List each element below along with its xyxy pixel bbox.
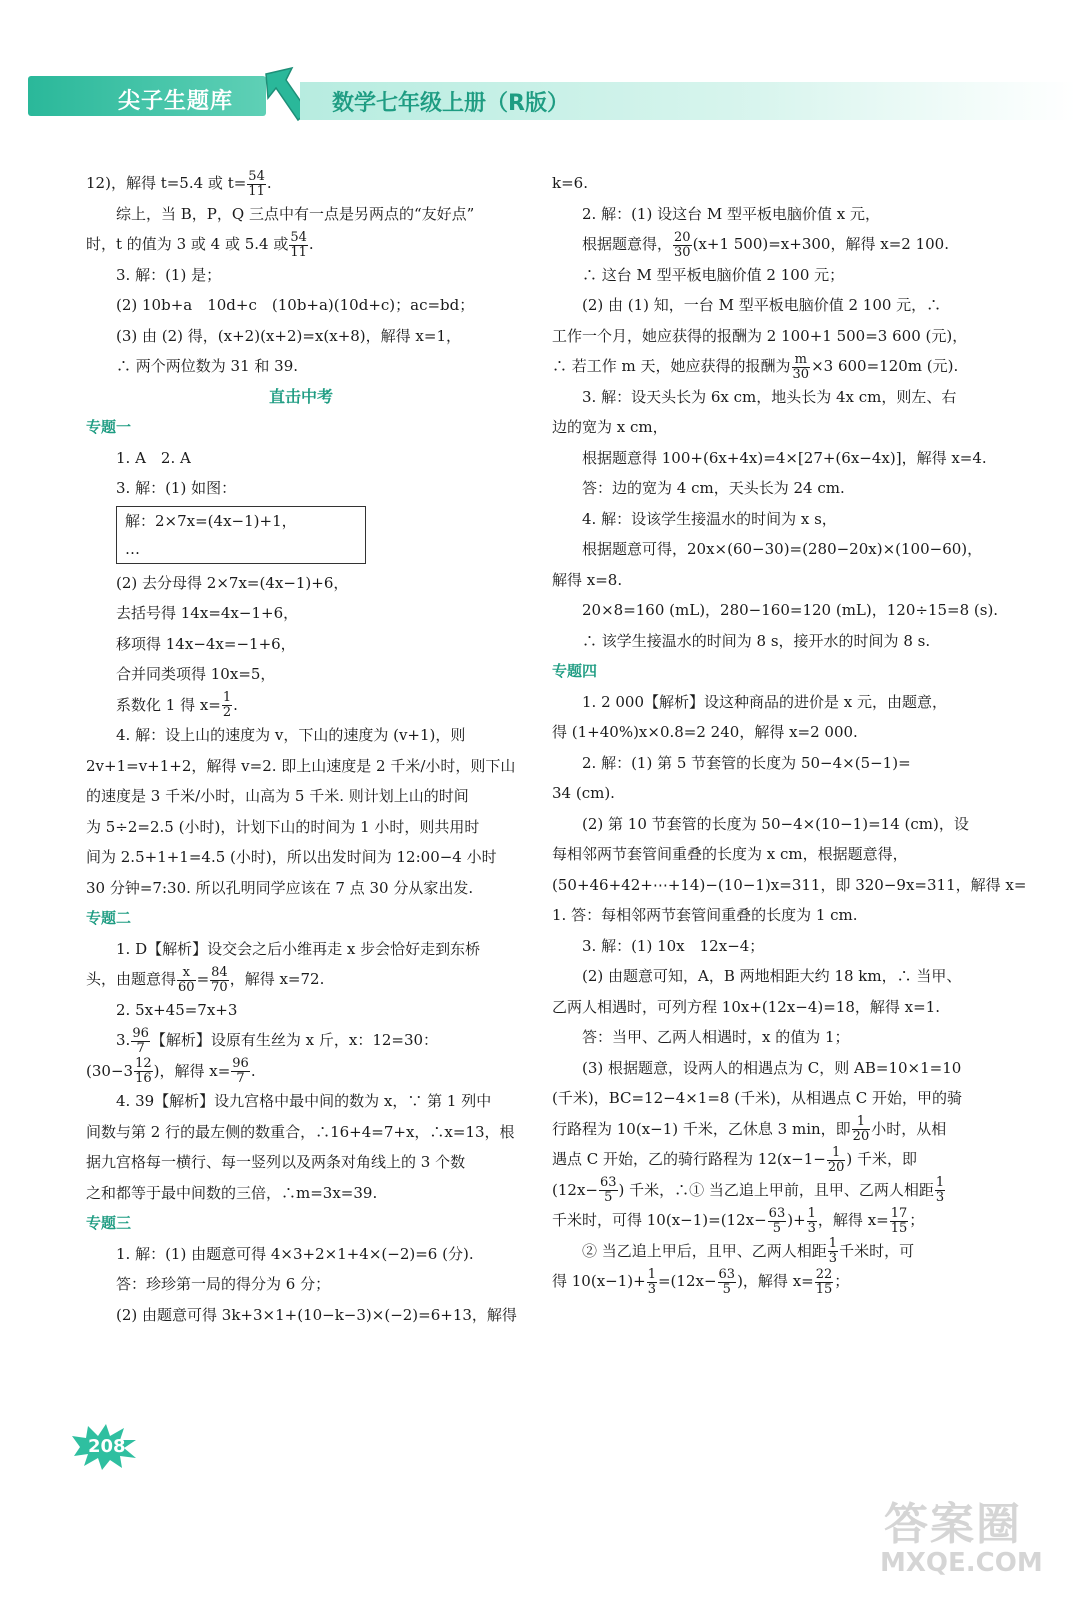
left-column bbox=[86, 168, 516, 1330]
text-line: 系数化 1 得 x= $\frac{1}{2}$ . bbox=[116, 690, 238, 720]
text-line: (2) 由题意可知，A，B 两地相距大约 18 km，∴ 当甲、 bbox=[582, 967, 962, 985]
fraction: $\frac{54}{11}$ bbox=[248, 168, 265, 199]
text-line: ② 当乙追上甲后，且甲、乙两人相距 $\frac{1}{3}$ 千米时，可 bbox=[582, 1236, 915, 1266]
text-line: 30 分钟=7:30. 所以孔明同学应该在 7 点 30 分从家出发. bbox=[86, 878, 474, 897]
fraction: $\frac{63}{5}$ bbox=[718, 1266, 736, 1297]
text-line: 行路程为 10(x−1) 千米，乙休息 3 min，即 $\frac{1}{20}$ 小时，从相 bbox=[552, 1114, 947, 1144]
text-line: 工作一个月，她应获得的报酬为 2 100+1 500=3 600 (元)， bbox=[552, 326, 968, 345]
text-line: 2v+1=v+1+2，解得 v=2. 即上山速度是 2 千米/小时，则下山 bbox=[86, 756, 516, 775]
text-line: (3) 由 (2) 得，(x+2)(x+2)=x(x+8)，解得 x=1， bbox=[116, 326, 461, 345]
text-line: 综上，当 B，P，Q 三点中有一点是另两点的“友好点” bbox=[116, 204, 475, 223]
text-line: (2) 由 (1) 知，一台 M 型平板电脑价值 2 100 元，∴ bbox=[582, 296, 942, 314]
text-line: 之和都等于最中间数的三倍，∴m=3x=39. bbox=[86, 1183, 378, 1202]
text-line: ∴ 若工作 m 天，她应获得的报酬为 $\frac{m}{30}$ ×3 600=120m (元). bbox=[552, 351, 959, 382]
text-line: 3. $\frac{96}{7}$ 【解析】设原有生丝为 x 斤，x：12=30： bbox=[116, 1025, 439, 1056]
text-line: 去括号得 14x=4x−1+6， bbox=[116, 604, 299, 622]
text-line: 头，由题意得 $\frac{x}{60}$ = $\frac{84}{70}$ ，解得 x=72. bbox=[86, 964, 325, 995]
text-line: 2. 解：(1) 设这台 M 型平板电脑价值 x 元， bbox=[582, 204, 880, 223]
text-line: 合并同类项得 10x=5， bbox=[116, 665, 276, 683]
text-line: 间数与第 2 行的最左侧的数重合，∴16+4=7+x，∴x=13，根 bbox=[86, 1122, 515, 1141]
text-line: 4. 解：设上山的速度为 v，下山的速度为 (v+1)，则 bbox=[116, 726, 466, 744]
text-line: ∴ 该学生接温水的时间为 8 s，接开水的时间为 8 s. bbox=[582, 631, 931, 650]
text-line: (3) 根据题意，设两人的相遇点为 C，则 AB=10×1=10 bbox=[582, 1058, 962, 1077]
text-line: 解得 x=8. bbox=[552, 570, 623, 589]
text-line: 1. D【解析】设交会之后小维再走 x 步会恰好走到东桥 bbox=[116, 939, 481, 958]
right-column bbox=[552, 168, 1027, 1297]
page-header bbox=[0, 0, 1076, 130]
text-line: 为 5÷2=2.5 (小时)，计划下山的时间为 1 小时，则共用时 bbox=[86, 817, 480, 836]
series-title: 尖子生题库 bbox=[118, 89, 234, 114]
text-line: 1. 答：每相邻两节套管间重叠的长度为 1 cm. bbox=[552, 906, 858, 924]
text-line: (12x− $\frac{63}{5}$ ) 千米，∴① 当乙追上甲前，且甲、乙两人相距 $\frac{1}{3}$ bbox=[552, 1175, 945, 1205]
text-line: 3. 解：(1) 如图： bbox=[116, 479, 237, 497]
text-line: 间为 2.5+1+1=4.5 (小时)，所以出发时间为 12:00−4 小时 bbox=[86, 848, 497, 866]
text-line: 3. 解：设天头长为 6x cm，地头长为 4x cm，则左、右 bbox=[582, 387, 957, 406]
text-line: 移项得 14x−4x=−1+6， bbox=[116, 634, 296, 653]
text-line: 答：当甲、乙两人相遇时，x 的值为 1； bbox=[582, 1028, 850, 1046]
text-line: (30−3 $\frac{12}{16}$ )，解得 x= $\frac{96}{7}$ . bbox=[86, 1056, 256, 1086]
text-line: 34 (cm). bbox=[552, 784, 615, 802]
text-line: (2) 由题意可得 3k+3×1+(10−k−3)×(−2)=6+13，解得 bbox=[116, 1305, 517, 1324]
fraction: $\frac{17}{15}$ bbox=[890, 1205, 908, 1236]
text-line: (2) 去分母得 2×7x=(4x−1)+6， bbox=[116, 573, 349, 592]
fraction: $\frac{12}{16}$ bbox=[135, 1056, 152, 1086]
text-line: 得 10(x−1)+ $\frac{1}{3}$ =(12x− $\frac{63}{5}$ )，解得 x= $\frac{22}{15}$ ； bbox=[552, 1266, 850, 1297]
text-line: 12)，解得 t=5.4 或 t= $\frac{54}{11}$ . bbox=[86, 168, 272, 199]
fraction: $\frac{63}{5}$ bbox=[599, 1175, 617, 1205]
text-line: 根据题意得， $\frac{20}{30}$ (x+1 500)=x+300，解得 x=2 100. bbox=[582, 229, 949, 260]
text-line: ∴ 这台 M 型平板电脑价值 2 100 元； bbox=[582, 265, 845, 284]
text-line: 1. A 2. A bbox=[116, 448, 191, 467]
watermark-url: MXQE.COM bbox=[880, 1548, 1043, 1578]
fraction: $\frac{x}{60}$ bbox=[178, 964, 195, 995]
box-line: 解：2×7x=(4x−1)+1， bbox=[125, 511, 297, 530]
page-number: 208 bbox=[88, 1436, 126, 1457]
text-line: 20×8=160 (mL)，280−160=120 (mL)，120÷15=8 (s). bbox=[582, 601, 999, 619]
text-line: 4. 39【解析】设九宫格中最中间的数为 x，∵ 第 1 列中 bbox=[116, 1092, 492, 1110]
book-title: 数学七年级上册（R版） bbox=[332, 91, 569, 116]
topic-label: 专题四 bbox=[552, 662, 598, 680]
text-line: 2. 解：(1) 第 5 节套管的长度为 50−4×(5−1)= bbox=[582, 753, 911, 772]
text-line: 2. 5x+45=7x+3 bbox=[116, 1000, 238, 1019]
text-line: 得 (1+40%)x×0.8=2 240，解得 x=2 000. bbox=[552, 723, 858, 741]
fraction: $\frac{63}{5}$ bbox=[768, 1205, 786, 1236]
fraction: $\frac{m}{30}$ bbox=[792, 351, 810, 382]
text-line: 据九宫格每一横行、每一竖列以及两条对角线上的 3 个数 bbox=[86, 1153, 466, 1171]
fraction: $\frac{1}{3}$ bbox=[647, 1266, 656, 1297]
fraction: $\frac{1}{3}$ bbox=[935, 1175, 945, 1205]
fraction: $\frac{96}{7}$ bbox=[232, 1056, 249, 1086]
topic-label: 专题二 bbox=[86, 909, 132, 927]
fraction: $\frac{1}{3}$ bbox=[828, 1236, 838, 1266]
text-line: 答：边的宽为 4 cm，天头长为 24 cm. bbox=[582, 479, 845, 497]
fraction: $\frac{1}{20}$ bbox=[827, 1144, 845, 1175]
text-line: 根据题意得 100+(6x+4x)=4×[27+(6x−4x)]，解得 x=4. bbox=[582, 448, 987, 467]
fraction: $\frac{1}{2}$ bbox=[222, 690, 232, 720]
text-line: 边的宽为 x cm， bbox=[552, 418, 668, 436]
text-line: (50+46+42+⋯+14)−(10−1)x=311，即 320−9x=311，解得 x= bbox=[552, 875, 1027, 894]
topic-label: 专题一 bbox=[86, 418, 132, 436]
text-line: ∴ 两个两位数为 31 和 39. bbox=[116, 357, 299, 375]
text-line: 时，t 的值为 3 或 4 或 5.4 或 $\frac{54}{11}$ . bbox=[86, 229, 314, 260]
fraction: $\frac{54}{11}$ bbox=[290, 229, 307, 260]
text-line: 乙两人相遇时，可列方程 10x+(12x−4)=18，解得 x=1. bbox=[552, 997, 941, 1016]
box-line: … bbox=[125, 539, 140, 558]
topic-label: 专题三 bbox=[86, 1214, 132, 1232]
fraction: $\frac{20}{30}$ bbox=[674, 229, 691, 260]
text-line: 千米时，可得 10(x−1)=(12x− $\frac{63}{5}$ )+ $\frac{1}{3}$ ，解得 x= $\frac{17}{15}$ ； bbox=[552, 1205, 925, 1236]
fraction: $\frac{22}{15}$ bbox=[815, 1266, 833, 1297]
text-line: 遇点 C 开始，乙的骑行路程为 12(x−1− $\frac{1}{20}$ ) 千米，即 bbox=[552, 1144, 918, 1175]
solution-box bbox=[116, 506, 366, 564]
text-line: 4. 解：设该学生接温水的时间为 x s， bbox=[582, 509, 837, 528]
fraction: $\frac{96}{7}$ bbox=[132, 1025, 149, 1056]
text-line: 的速度是 3 千米/小时，山高为 5 千米. 则计划上山的时间 bbox=[86, 787, 469, 805]
text-line: 根据题意可得，20x×(60−30)=(280−20x)×(100−60)， bbox=[582, 540, 983, 558]
fraction: $\frac{1}{3}$ bbox=[807, 1205, 816, 1236]
section-heading: 直击中考 bbox=[268, 386, 333, 406]
text-line: (千米)，BC=12−4×1=8 (千米)，从相遇点 C 开始，甲的骑 bbox=[552, 1089, 962, 1107]
fraction: $\frac{84}{70}$ bbox=[211, 964, 228, 995]
text-line: (2) 第 10 节套管的长度为 50−4×(10−1)=14 (cm)，设 bbox=[582, 814, 969, 833]
text-line: (2) 10b+a 10d+c (10b+a)(10d+c)；ac=bd； bbox=[116, 296, 475, 314]
text-line: 3. 解：(1) 是； bbox=[116, 265, 222, 284]
text-line: 3. 解：(1) 10x 12x−4； bbox=[582, 936, 765, 955]
text-line: 1. 解：(1) 由题意可得 4×3+2×1+4×(−2)=6 (分). bbox=[116, 1244, 474, 1263]
fraction: $\frac{1}{20}$ bbox=[852, 1114, 870, 1144]
watermark-logo: 答案圈 bbox=[884, 1499, 1022, 1550]
text-line: k=6. bbox=[552, 174, 588, 192]
text-line: 1. 2 000【解析】设这种商品的进价是 x 元，由题意， bbox=[582, 692, 948, 711]
text-line: 每相邻两节套管间重叠的长度为 x cm，根据题意得， bbox=[552, 845, 908, 863]
text-line: 答：珍珍第一局的得分为 6 分； bbox=[116, 1275, 331, 1293]
